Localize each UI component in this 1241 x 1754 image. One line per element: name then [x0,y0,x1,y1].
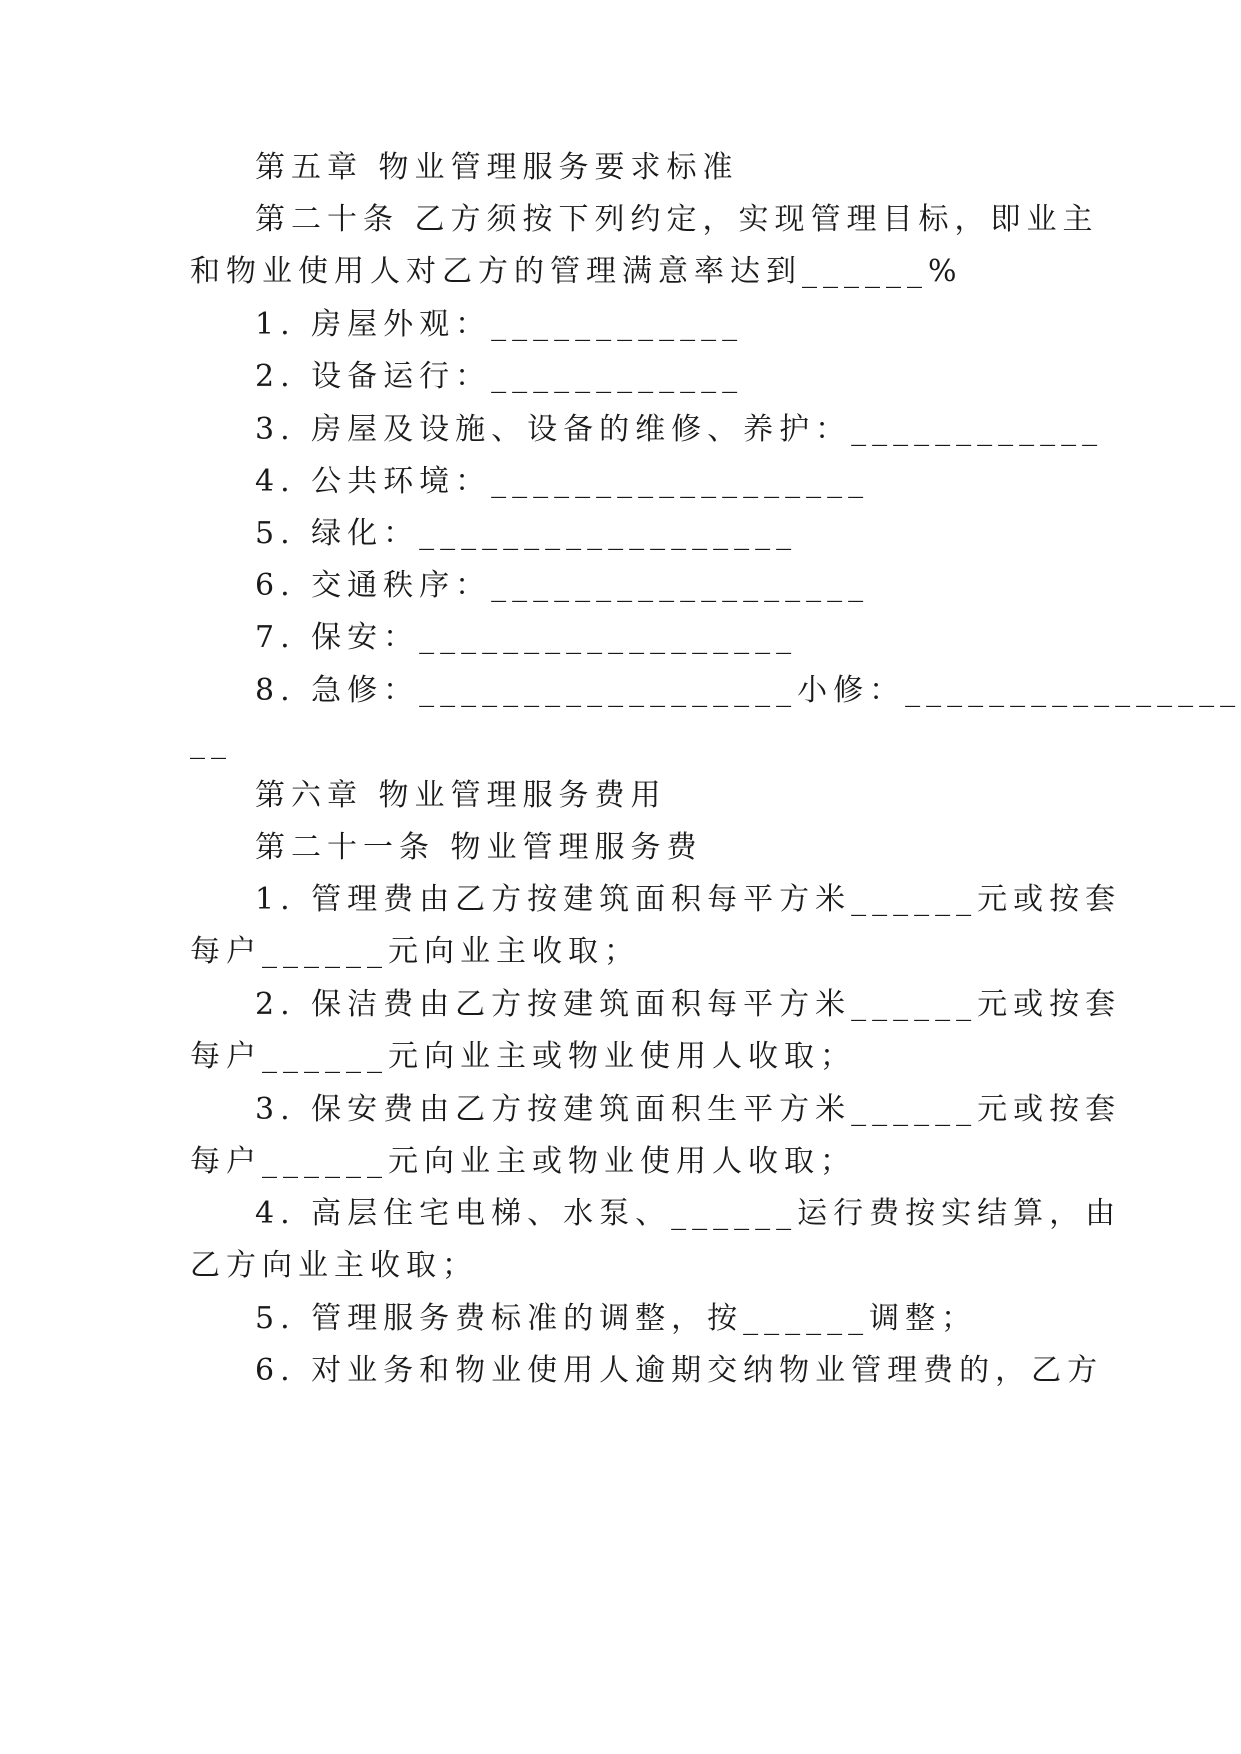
fee-3-line-2: 每户______元向业主或物业使用人收取； [190,1144,856,1179]
item-8-line-2: __ [190,725,232,760]
fee-2-line-2: 每户______元向业主或物业使用人收取； [190,1039,856,1074]
item-2: 2. 设备运行：____________ [255,359,744,394]
fee-2-line-1: 2. 保洁费由乙方按建筑面积每平方米______元或按套 [255,987,1122,1022]
article-21-heading: 第二十一条 物业管理服务费 [255,830,703,865]
fee-1-line-2: 每户______元向业主收取； [190,934,640,969]
fee-3-line-1: 3. 保安费由乙方按建筑面积生平方米______元或按套 [255,1092,1122,1127]
fee-5: 5. 管理服务费标准的调整，按______调整； [255,1301,978,1336]
chapter-5-heading: 第五章 物业管理服务要求标准 [255,150,739,185]
fee-1-line-1: 1. 管理费由乙方按建筑面积每平方米______元或按套 [255,882,1122,917]
item-3: 3. 房屋及设施、设备的维修、养护：____________ [255,412,1104,447]
item-7: 7. 保安：__________________ [255,620,798,655]
fee-4-line-2: 乙方向业主收取； [190,1248,478,1283]
chapter-6-heading: 第六章 物业管理服务费用 [255,778,667,813]
item-4: 4. 公共环境：__________________ [255,464,870,499]
item-6: 6. 交通秩序：__________________ [255,568,870,603]
article-20-line-1: 第二十条 乙方须按下列约定，实现管理目标，即业主 [255,202,1099,237]
fee-4-line-1: 4. 高层住宅电梯、水泵、______运行费按实结算，由 [255,1196,1122,1231]
item-5: 5. 绿化：__________________ [255,516,798,551]
item-1: 1. 房屋外观：____________ [255,307,744,342]
item-8-line-1: 8. 急修：__________________小修：________________ [255,673,1241,708]
fee-6-line-1: 6. 对业务和物业使用人逾期交纳物业管理费的，乙方 [255,1353,1104,1388]
article-20-line-2: 和物业使用人对乙方的管理满意率达到______% [190,254,963,289]
